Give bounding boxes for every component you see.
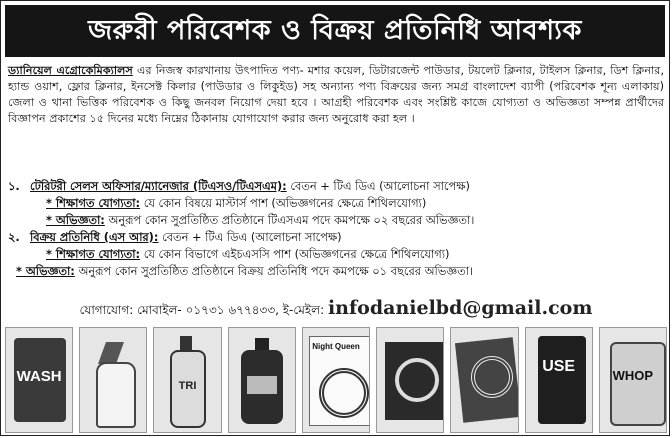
product-label: USE bbox=[542, 358, 576, 375]
education-text: যে কোন বিভাগে এইচএসসি পাশ (অভিজ্ঞগনের ক্ষেত্রে শিথিলযোগ্য) bbox=[140, 247, 450, 261]
product-dish-cleaner bbox=[153, 327, 221, 433]
product-strip bbox=[5, 327, 667, 433]
box-shape bbox=[538, 336, 586, 424]
coil-shape bbox=[319, 368, 369, 418]
company-name: ড্যানিয়েল এগ্রোকেমিক্যালস bbox=[8, 64, 133, 77]
experience-label: * অভিজ্ঞতা: bbox=[46, 213, 105, 227]
cap-shape bbox=[180, 336, 192, 350]
job-item bbox=[8, 229, 664, 280]
intro-paragraph bbox=[8, 63, 664, 127]
product-detergent-powder bbox=[5, 327, 73, 433]
product-label: TRI bbox=[178, 380, 197, 392]
coil-shape bbox=[471, 356, 513, 398]
job-experience bbox=[8, 212, 664, 229]
product-mosquito-coil-box bbox=[302, 327, 370, 433]
product-label: WASH bbox=[16, 368, 62, 385]
contact-line bbox=[1, 297, 671, 322]
education-label: * শিক্ষাগত যোগ্যতা: bbox=[46, 247, 141, 261]
contact-email: infodanielbd@gmail.com bbox=[327, 297, 593, 319]
job-experience bbox=[8, 263, 664, 280]
canister-shape bbox=[610, 342, 666, 426]
product-floor-cleaner bbox=[228, 327, 296, 433]
job-education bbox=[8, 246, 664, 263]
experience-label: * অভিজ্ঞতা: bbox=[16, 264, 75, 278]
experience-text: অনুরূপ কোন সুপ্রতিষ্ঠিত প্রতিষ্ঠানে টিএসএম পদে কমপক্ষে ০২ বছরের অভিজ্ঞতা। bbox=[104, 213, 475, 227]
job-title: টেরিটরী সেলস অফিসার/ম্যানেজার (টিএসও/টিএসএম): bbox=[30, 179, 287, 193]
cap-shape bbox=[255, 338, 269, 350]
education-label: * শিক্ষাগত যোগ্যতা: bbox=[46, 196, 141, 210]
product-label: Night Queen bbox=[312, 342, 360, 351]
job-list bbox=[8, 178, 664, 280]
product-insect-killer-liquid bbox=[525, 327, 593, 433]
job-item bbox=[8, 178, 664, 229]
coil-shape bbox=[395, 358, 439, 402]
job-salary: বেতন + টিএ ডিএ (আলোচনা সাপেক্ষ) bbox=[286, 179, 470, 193]
education-text: যে কোন বিষয়ে মাস্টার্স পাশ (অভিজ্ঞগনের ক্ষেত্রে শিথিলযোগ্য) bbox=[140, 196, 427, 210]
intro-body: এর নিজস্ব কারখানায় উৎপাদিত পণ্য- মশার কয়েল, ডিটারজেন্ট পাউডার, টয়লেট ক্লিনার, টাইলস ক্লিনার, ডিশ ক্লিনার, হ্যান্ড ওয়াশ, ফ্লোর ক্লিনার, ইনসেক্ট কিলার (পাউডার ও লিকুইড) সহ অন্যান্য পণ্য বিক্রয়ের জন্য সমগ্র বাংলাদেশ ব্যাপী (পরিবেশক শূন্য এলাকায়) জেলা ও থানা ভিত্তিক পরিবেশক ও কিছু জনবল নিয়োগ দেয়া হবে । আগ্রহী পরিবেশক এবং সংশ্লিষ্ট কাজে যোগ্যতা ও অভিজ্ঞতা সম্পন্ন প্রার্থীদের বিজ্ঞাপন প্রকাশের ১৫ দিনের মধ্যে নিম্নের ঠিকানায় যোগাযোগ করার জন্য অনুরোধ করা হল । bbox=[8, 64, 664, 125]
contact-prefix: যোগাযোগ: মোবাইল- ০১৭৩১ ৬৭৭৪৩৩, ই-মেইল: bbox=[79, 303, 325, 317]
product-toilet-cleaner bbox=[79, 327, 147, 433]
bottle-shape bbox=[96, 362, 136, 428]
job-salary: বেতন + টিএ ডিএ (আলোচনা সাপেক্ষ) bbox=[158, 230, 342, 244]
job-number: ২. bbox=[8, 230, 20, 244]
product-mosquito-coil bbox=[376, 327, 444, 433]
job-title-row bbox=[8, 178, 664, 195]
product-coil-pack bbox=[450, 327, 518, 433]
product-insect-killer-powder bbox=[599, 327, 667, 433]
job-number: ১. bbox=[8, 179, 20, 193]
job-title: বিক্রয় প্রতিনিধি (এস আর): bbox=[30, 230, 159, 244]
product-label: WHOP bbox=[612, 368, 654, 383]
job-education bbox=[8, 195, 664, 212]
headline-banner bbox=[5, 5, 665, 57]
experience-text: অনুরূপ কোন সুপ্রতিষ্ঠিত প্রতিষ্ঠানে বিক্রয় প্রতিনিধি পদে কমপক্ষে ০১ বছরের অভিজ্ঞতা। bbox=[74, 264, 474, 278]
headline-text: জরুরী পরিবেশক ও বিক্রয় প্রতিনিধি আবশ্যক bbox=[88, 15, 582, 46]
job-title-row bbox=[8, 229, 664, 246]
label-shape bbox=[247, 376, 277, 394]
bottle-nozzle-shape bbox=[98, 342, 124, 364]
